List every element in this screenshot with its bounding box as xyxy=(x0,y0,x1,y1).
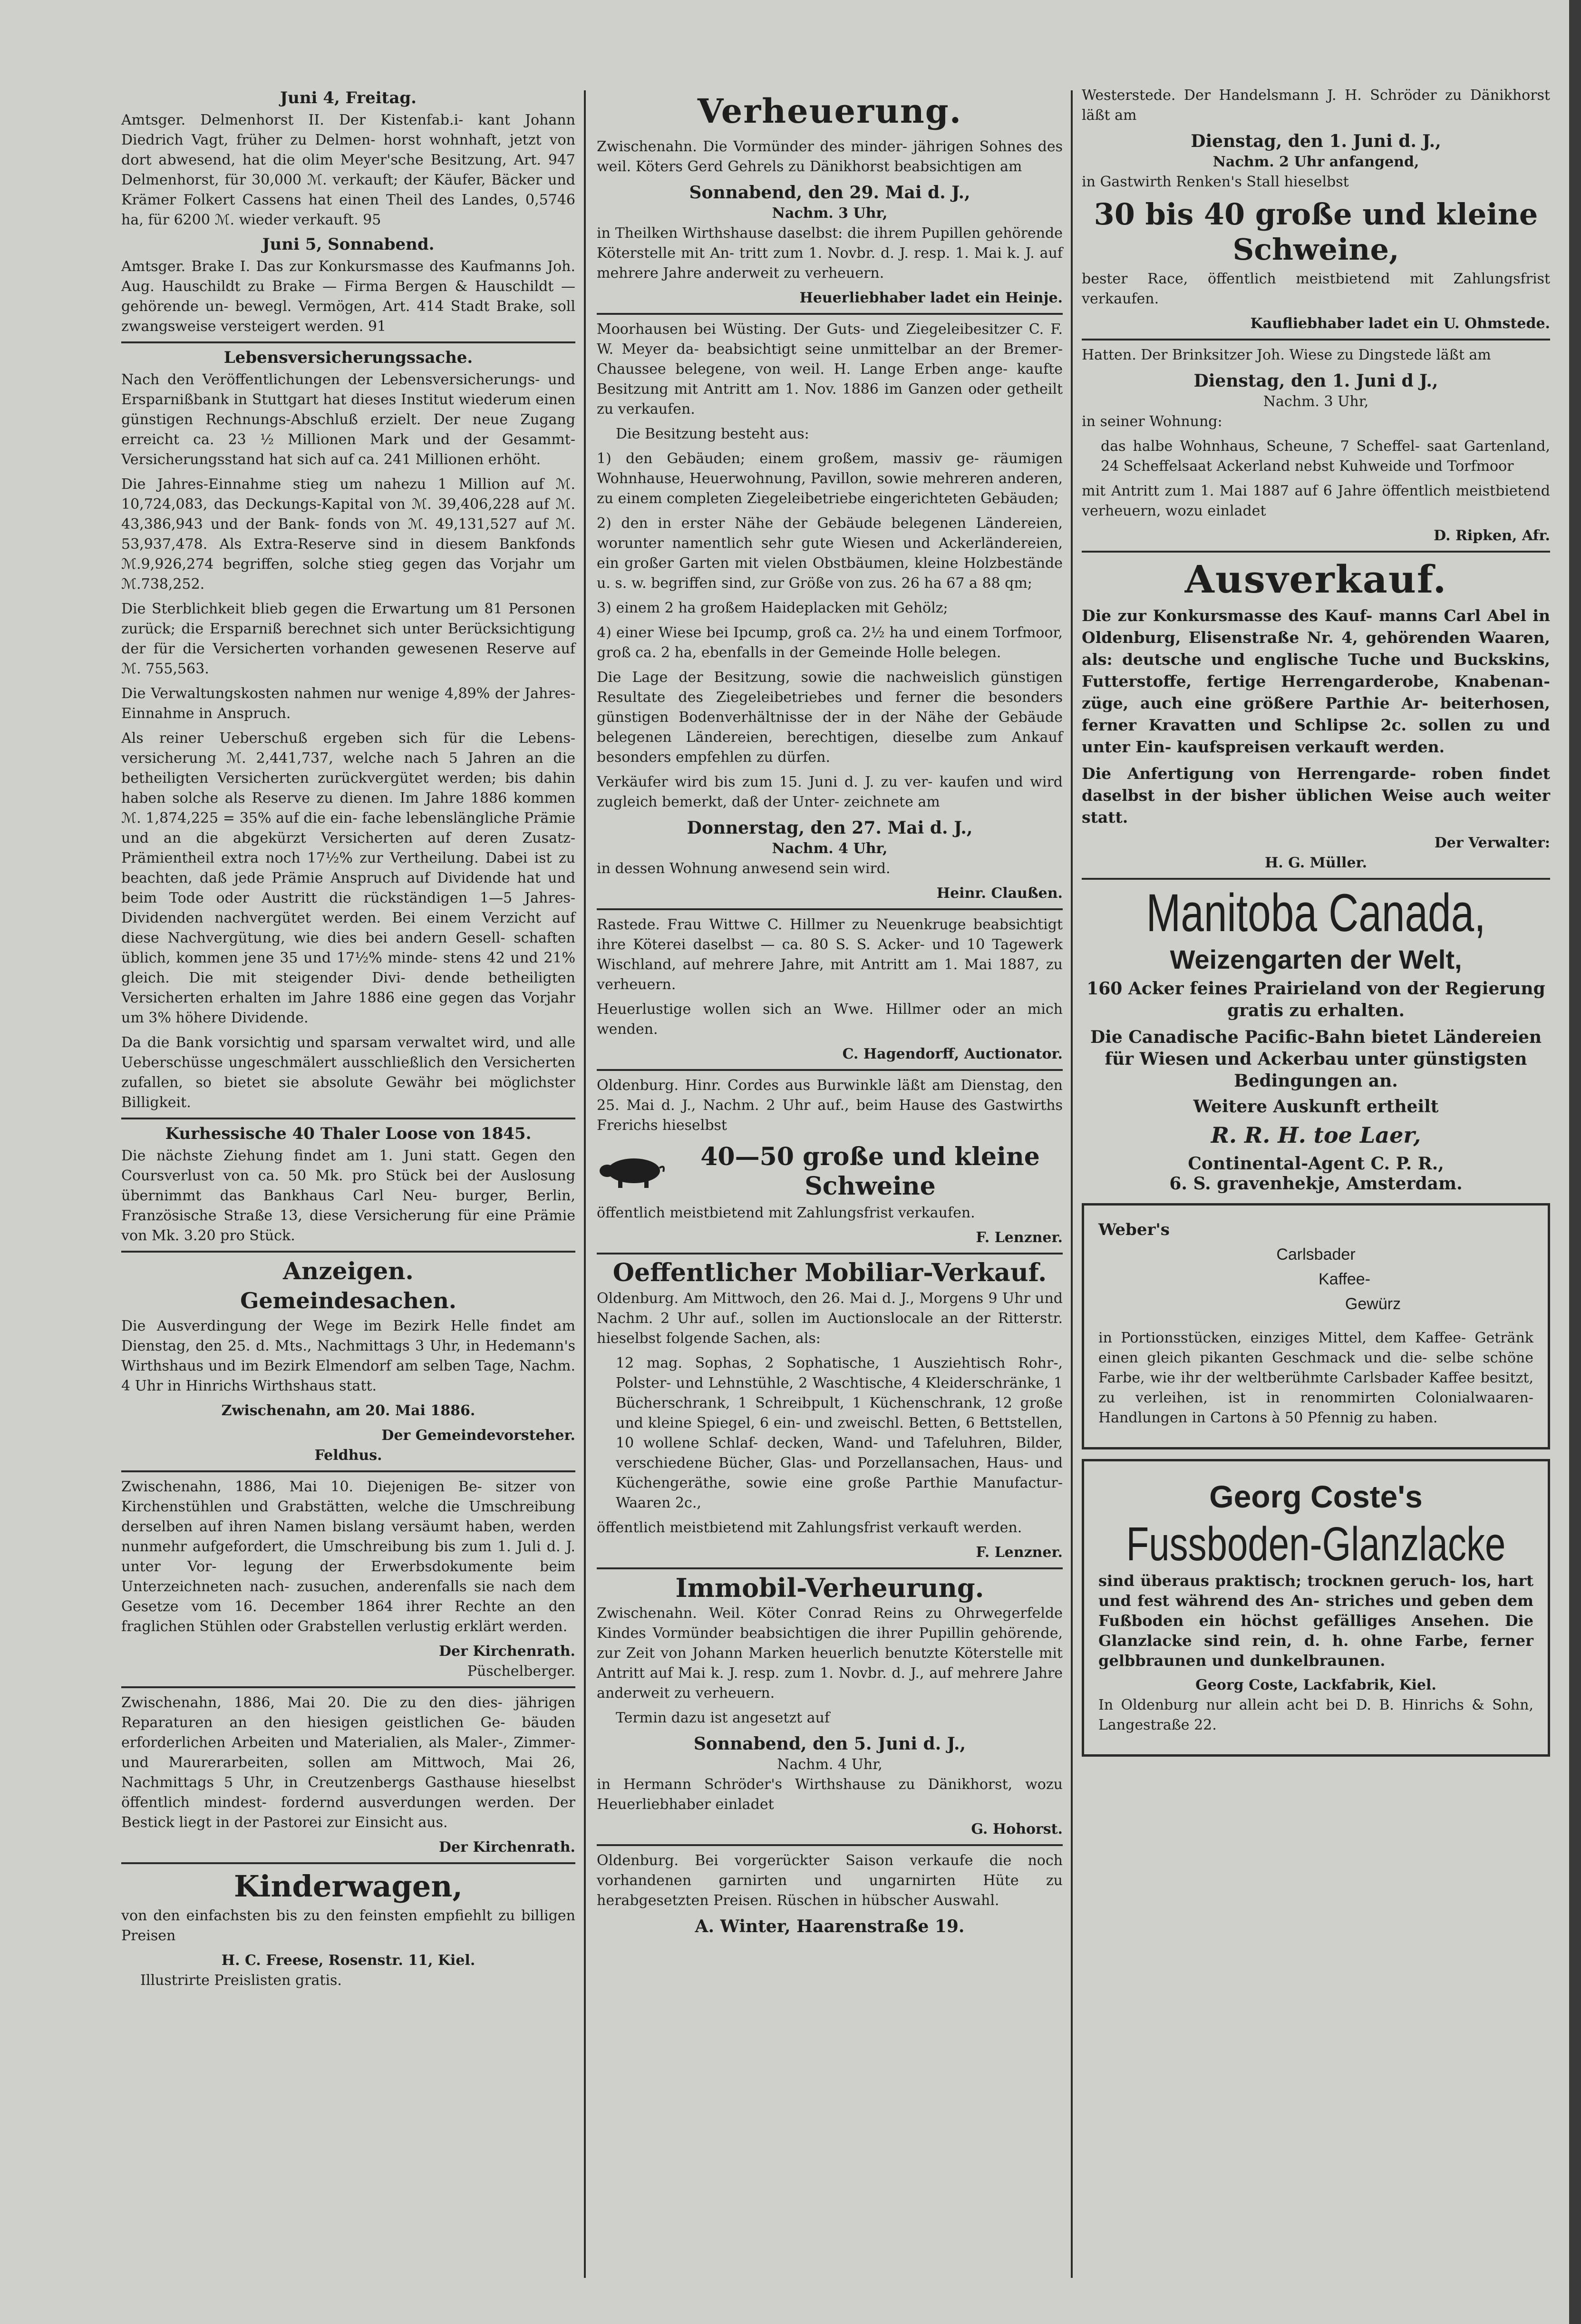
estate-text: Die Lage der Besitzung, sowie die nachweislich günstigen Resultate des Ziegeleibetriebes und ferner die besonders günstigen Bodenverhältnisse der in der Nähe der Gebäude belegenen Ländereien, berechtigen, dieselbe zum Ankauf besonders empfehlen zu dürfen. xyxy=(597,669,1063,766)
pig-sale-text: öffentlich meistbietend mit Zahlungsfrist verkaufen. xyxy=(597,1205,975,1221)
manitoba-contact-intro: Weitere Auskunft ertheilt xyxy=(1193,1097,1439,1117)
lottery-notice: Die nächste Ziehung findet am 1. Juni statt. Gegen den Coursverlust von ca. 50 Mk. pro Stück bei der Auslosung übernimmt das Bankhaus Carl Neu- burger, Berlin, Französische Straße 13, diese Versicherung für eine Prämie von Mk. 3.20 pro Stück. xyxy=(121,1147,575,1244)
lease-details: in Theilken Wirthshause daselbst: die ihrem Pupillen gehörende Köterstelle mit An- tritt zum 1. Novbr. d. J. resp. 1. Mai k. J. auf mehrere Jahre anderweit zu verheuern. xyxy=(597,225,1063,282)
lease-heading: Verheuerung. xyxy=(697,91,962,131)
westerstede-time: Nachm. 2 Uhr anfangend, xyxy=(1212,154,1419,170)
lease-signature: Heuerliebhaber ladet ein Heinje. xyxy=(799,290,1063,306)
lacquer-brand: Georg Coste's xyxy=(1209,1479,1423,1514)
lease-date: Sonnabend, den 29. Mai d. J., xyxy=(689,183,970,203)
divider xyxy=(1082,551,1550,553)
lacquer-product: Fussboden-Glanzlacke xyxy=(1126,1517,1506,1571)
church-repairs-notice: Zwischenahn, 1886, Mai 20. Die zu den dies- jährigen Reparaturen an den hiesigen geistlichen Ge- bäuden erforderlichen Arbeiten und Materialien, als Maler-, Zimmer- und Maurerarbeiten, sollen am Mittwoch, Mai 26, Nachmittags 5 Uhr, in Creutzenbergs Gasthause hieselbst öffentlich mindest- fordernd ausverdungen werden. Der Bestick liegt in der Pastorei zur Einsicht aus. xyxy=(121,1694,575,1831)
hatten-items: das halbe Wohnhaus, Scheune, 7 Scheffel- saat Gartenland, 24 Scheffelsaat Ackerland nebst Kuhweide und Torfmoor xyxy=(1101,438,1550,475)
divider xyxy=(121,1686,575,1688)
coffee-spice-ad xyxy=(1082,1203,1550,1449)
property-lease-time: Nachm. 4 Uhr, xyxy=(777,1756,883,1773)
rastede-notice: Rastede. Frau Wittwe C. Hillmer zu Neuenkruge beabsichtigt ihre Köterei daselbst — ca. 80 S. S. Acker- und 10 Tagewerk Wischland, auf mehrere Jahre, mit Antritt am 1. Mai 1887, zu verheuern. xyxy=(597,916,1063,993)
hatten-time: Nachm. 3 Uhr, xyxy=(1263,393,1369,410)
column-rule-2 xyxy=(1071,90,1073,2278)
page-edge xyxy=(1569,0,1581,2324)
furniture-sale-notice: Oldenburg. Am Mittwoch, den 26. Mai d. J., Morgens 9 Uhr und Nachm. 2 Uhr auf., sollen im Auctionslocale an der Ritterstr. hieselbst folgende Sachen, als: xyxy=(597,1290,1063,1347)
rastede-text: Heuerlustige wollen sich an Wwe. Hillmer oder an mich wenden. xyxy=(597,1001,1063,1038)
pig-banner xyxy=(597,1140,1063,1203)
westerstede-headline: 30 bis 40 große und kleine Schweine, xyxy=(1094,197,1538,267)
coffee-ad-line: Gewürz xyxy=(1345,1295,1401,1313)
church-council-name: Püschelberger. xyxy=(467,1663,575,1680)
coffee-ad-brand: Weber's xyxy=(1098,1220,1170,1239)
estate-item: 4) einer Wiese bei Ipcump, groß ca. 2½ ha und einem Torfmoor, groß ca. 2 ha, ebenfalls in der Gemeinde Holle belegen. xyxy=(597,624,1063,661)
property-lease-notice: Zwischenahn. Weil. Köter Conrad Reins zu Ohrwegerfelde Kindes Vormünder beabsichtigen die ihrer Pupillin gehörende, zur Zeit von Johann Marken heuerlich benutzte Köterstelle mit Antritt auf Mai k. J. resp. zum 1. Novbr. d. J., auf mehrere Jahre anderweit zu verheuern. xyxy=(597,1605,1063,1702)
hatten-date: Dienstag, den 1. Juni d J., xyxy=(1193,371,1438,391)
hat-sale-notice: Oldenburg. Bei vorgerückter Saison verkaufe die noch vorhandenen garnirten und ungarnirten Hüte zu herabgesetzten Preisen. Rüschen in hübscher Auswahl. xyxy=(597,1852,1063,1909)
pig-sale-signature: F. Lenzner. xyxy=(976,1229,1063,1246)
clearance-signature: Der Verwalter: xyxy=(1434,835,1550,851)
rastede-signature: C. Hagendorff, Auctionator. xyxy=(842,1046,1063,1062)
pig-headline: 40—50 große und kleine Schweine xyxy=(700,1142,1040,1201)
property-lease-date: Sonnabend, den 5. Juni d. J., xyxy=(693,1734,966,1754)
hatten-signature: D. Ripken, Afr. xyxy=(1434,527,1550,544)
manitoba-agent-name: R. R. H. toe Laer, xyxy=(1211,1122,1421,1148)
column-2 xyxy=(597,86,1063,1942)
insurance-paragraph: Da die Bank vorsichtig und sparsam verwaltet wird, und alle Ueberschüsse ungeschmälert ausschließlich den Versicherten zufallen, so bietet sie absolute Gewähr bei möglichster Billigkeit. xyxy=(121,1034,575,1111)
manitoba-text: Die Canadische Pacific-Bahn bietet Ländereien für Wiesen und Ackerbau unter günstigsten Bedingungen an. xyxy=(1090,1027,1542,1091)
hatten-text: mit Antritt zum 1. Mai 1887 auf 6 Jahre öffentlich meistbietend verheuern, wozu einladet xyxy=(1082,483,1550,519)
june4-heading: Juni 4, Freitag. xyxy=(280,88,417,107)
divider xyxy=(121,1470,575,1472)
divider xyxy=(597,908,1063,910)
westerstede-date: Dienstag, den 1. Juni d. J., xyxy=(1191,131,1441,151)
column-3 xyxy=(1082,86,1550,1766)
manitoba-address: 6. S. gravenhekje, Amsterdam. xyxy=(1169,1174,1463,1194)
divider xyxy=(121,1251,575,1253)
divider xyxy=(1082,878,1550,880)
insurance-paragraph: Die Verwaltungskosten nahmen nur wenige 4,89% der Jahres-Einnahme in Anspruch. xyxy=(121,685,575,722)
coffee-ad-line: Kaffee- xyxy=(1318,1270,1370,1288)
property-lease-text: in Hermann Schröder's Wirthshause zu Dänikhorst, wozu Heuerliebhaber einladet xyxy=(597,1776,1063,1813)
divider xyxy=(121,1862,575,1864)
june4-notice: Amtsger. Delmenhorst II. Der Kistenfab.i- kant Johann Diedrich Vagt, früher zu Delmen- horst wohnhaft, jetzt von dort abwesend, hat die olim Meyer'sche Besitzung, Art. 947 Delmenhorst, für 30,000 ℳ. verkauft; der Käufer, Bäcker und Krämer Folkert Cassens hat einen Theil des Landes, 0,5746 ha, für 6200 ℳ. wieder verkauft. 95 xyxy=(121,112,575,228)
property-lease-term: Termin dazu ist angesetzt auf xyxy=(616,1710,830,1726)
pram-note: Illustrirte Preislisten gratis. xyxy=(140,1972,342,1989)
column-1 xyxy=(121,86,575,1995)
estate-item: 1) den Gebäuden; einem großem, massiv ge- räumigen Wohnhause, Heuerwohnung, Pavillon, sowie mehreren anderen, zu einem completen Ziegeleibetriebe eingerichteten Gebäuden; xyxy=(597,450,1063,507)
divider xyxy=(1082,339,1550,340)
lacquer-text: sind überaus praktisch; trocknen geruch- los, hart und fest während des An- striches und geben dem Fußboden ein höchst gefälliges Ansehen. Die Glanzlacke sind rein, d. h. ohne Farbe, ferner gelbbraunen und dunkelbraunen. xyxy=(1098,1572,1533,1670)
westerstede-text: bester Race, öffentlich meistbietend mit Zahlungsfrist verkaufen. xyxy=(1082,271,1550,307)
divider xyxy=(597,1567,1063,1569)
estate-text: in dessen Wohnung anwesend sein wird. xyxy=(597,860,891,877)
municipal-heading: Gemeindesachen. xyxy=(240,1288,456,1313)
insurance-paragraph: Die Sterblichkeit blieb gegen die Erwartung um 81 Personen zurück; die Ersparniß berechnet sich unter Berücksichtigung der für die Versicherten vorhanden gewesenen Reserve auf ℳ. 755,563. xyxy=(121,601,575,677)
furniture-sale-signature: F. Lenzner. xyxy=(976,1544,1063,1561)
june5-heading: Juni 5, Sonnabend. xyxy=(262,235,435,254)
column-rule-1 xyxy=(584,90,586,2278)
furniture-sale-heading: Oeffentlicher Mobiliar-Verkauf. xyxy=(612,1258,1047,1287)
ads-heading: Anzeigen. xyxy=(283,1257,414,1285)
pram-heading: Kinderwagen, xyxy=(234,1869,463,1904)
estate-intro: Die Besitzung besteht aus: xyxy=(616,426,809,442)
divider xyxy=(597,313,1063,315)
divider xyxy=(121,341,575,343)
insurance-heading: Lebensversicherungssache. xyxy=(223,348,473,367)
pram-text: von den einfachsten bis zu den feinsten empfiehlt zu billigen Preisen xyxy=(121,1907,575,1944)
divider xyxy=(597,1844,1063,1846)
hat-sale-signature: A. Winter, Haarenstraße 19. xyxy=(695,1916,965,1936)
floor-lacquer-ad xyxy=(1082,1459,1550,1757)
lottery-heading: Kurhessische 40 Thaler Loose von 1845. xyxy=(165,1124,532,1143)
lacquer-dealer: In Oldenburg nur allein acht bei D. B. Hinrichs & Sohn, Langestraße 22. xyxy=(1098,1697,1533,1733)
church-council-signature: Der Kirchenrath. xyxy=(439,1643,575,1660)
church-seats-notice: Zwischenahn, 1886, Mai 10. Diejenigen Be- sitzer von Kirchenstühlen und Grabstätten, welche die Umschreibung derselben auf ihren Namen bislang versäumt haben, werden nunmehr aufgefordert, die Umschreibung bis zum 1. Juli d. J. unter Vor- legung der Erwerbsdokumente beim Unterzeichneten nach- zusuchen, anderenfalls sie nach dem Gesetze vom 16. December 1864 ihrer Rechte an den fraglichen Stühlen oder Grabstellen verlustig erklärt werden. xyxy=(121,1478,575,1635)
manitoba-text: 160 Acker feines Prairieland von der Regierung gratis zu erhalten. xyxy=(1086,979,1545,1021)
pig-sale-notice: Oldenburg. Hinr. Cordes aus Burwinkle läßt am Dienstag, den 25. Mai d. J., Nachm. 2 Uhr auf., beim Hause des Gastwirths Frerichs hieselbst xyxy=(597,1077,1063,1134)
westerstede-notice: Westerstede. Der Handelsmann J. H. Schröder zu Dänikhorst läßt am xyxy=(1082,87,1550,124)
church-council-signature: Der Kirchenrath. xyxy=(439,1839,575,1856)
estate-date: Donnerstag, den 27. Mai d. J., xyxy=(687,818,973,838)
westerstede-place: in Gastwirth Renken's Stall hieselbst xyxy=(1082,174,1349,190)
clearance-signature-name: H. G. Müller. xyxy=(1264,855,1368,871)
lacquer-firm: Georg Coste, Lackfabrik, Kiel. xyxy=(1195,1677,1436,1693)
insurance-paragraph: Nach den Veröffentlichungen der Lebensversicherungs- und Ersparnißbank in Stuttgart hat dieses Institut wiederum einen günstigen Rechnungs-Abschluß erzielt. Der neue Zugang erreicht ca. 23 ½ Millionen Mark und der Gesammt-Versicherungsstand hat sich auf ca. 241 Millionen erhöht. xyxy=(121,371,575,468)
lease-notice: Zwischenahn. Die Vormünder des minder- jährigen Sohnes des weil. Köters Gerd Gehrels zu Dänikhorst beabsichtigen am xyxy=(597,138,1063,175)
manitoba-agent-title: Continental-Agent C. P. R., xyxy=(1188,1154,1444,1174)
pig-icon xyxy=(597,1152,668,1192)
westerstede-signature: Kaufliebhaber ladet ein U. Ohmstede. xyxy=(1250,315,1550,332)
property-lease-signature: G. Hohorst. xyxy=(971,1821,1063,1838)
coffee-ad-text: in Portionsstücken, einziges Mittel, dem Kaffee- Getränk einen gleich pikanten Geschmack und die- selbe schöne Farbe, wie ihr der weltberühmte Carlsbader Kaffee besitzt, zu verleihen, ist in renommirten Colonialwaaren-Handlungen in Cartons à 50 Pfennig zu haben. xyxy=(1098,1330,1533,1426)
clearance-heading: Ausverkauf. xyxy=(1184,557,1447,602)
municipal-signature: Der Gemeindevorsteher. xyxy=(381,1427,575,1444)
coffee-ad-line: Carlsbader xyxy=(1276,1245,1356,1264)
estate-text: Verkäufer wird bis zum 15. Juni d. J. zu ver- kaufen und wird zugleich bemerkt, daß der Unter- zeichnete am xyxy=(597,774,1063,810)
lease-time: Nachm. 3 Uhr, xyxy=(772,205,888,222)
estate-signature: Heinr. Claußen. xyxy=(936,885,1063,902)
estate-item: 3) einem 2 ha großem Haideplacken mit Gehölz; xyxy=(597,600,948,616)
furniture-list: 12 mag. Sophas, 2 Sophatische, 1 Ausziehtisch Rohr-, Polster- und Lehnstühle, 2 Waschtische, 4 Kleiderschränke, 1 Bücherschrank, 1 Schreibpult, 1 Küchenschrank, 12 große und kleine Spiegel, 6 ein- und zweischl. Betten, 6 Bettstellen, 10 wollene Schlaf- decken, Wand- und Tafeluhren, Bilder, verschiedene Bücher, Glas- und Porzellansachen, Haus- und Küchengeräthe, sowie eine große Parthie Manufactur- Waaren 2c., xyxy=(616,1355,1063,1511)
pig-illustration xyxy=(597,1152,668,1190)
hatten-place: in seiner Wohnung: xyxy=(1082,413,1222,430)
hatten-notice: Hatten. Der Brinksitzer Joh. Wiese zu Dingstede läßt am xyxy=(1082,347,1491,363)
pram-firm: H. C. Freese, Rosenstr. 11, Kiel. xyxy=(221,1952,475,1969)
manitoba-subheading: Weizengarten der Welt, xyxy=(1170,944,1462,974)
divider xyxy=(597,1069,1063,1071)
clearance-text: Die zur Konkursmasse des Kauf- manns Carl Abel in Oldenburg, Elisenstraße Nr. 4, gehörenden Waaren, als: deutsche und englische Tuche und Buckskins, Futterstoffe, fertige Herrengarderobe, Knabenan- züge, auch eine größere Parthie Ar- beiterhosen, ferner Kravatten und Schlipse 2c. sollen zu und unter Ein- kaufspreisen verkauft werden. xyxy=(1082,606,1550,756)
property-lease-heading: Immobil-Verheurung. xyxy=(675,1573,984,1603)
municipal-signature-name: Feldhus. xyxy=(314,1447,382,1464)
estate-time: Nachm. 4 Uhr, xyxy=(772,840,888,857)
estate-notice: Moorhausen bei Wüsting. Der Guts- und Ziegeleibesitzer C. F. W. Meyer da- beabsichtigt seine unmittelbar an der Bremer-Chaussee belegene, von weil. H. Lange Erben ange- kaufte Besitzung mit Antritt am 1. Nov. 1886 im Ganzen oder getheilt zu verkaufen. xyxy=(597,321,1063,418)
clearance-text: Die Anfertigung von Herrengarde- roben findet daselbst in der bisher üblichen Weise auch weiter statt. xyxy=(1082,764,1550,827)
furniture-sale-text: öffentlich meistbietend mit Zahlungsfrist verkauft werden. xyxy=(597,1519,1022,1536)
divider xyxy=(597,1253,1063,1254)
insurance-paragraph: Die Jahres-Einnahme stieg um nahezu 1 Million auf ℳ. 10,724,083, das Deckungs-Kapital von ℳ. 39,406,228 auf ℳ. 43,386,943 und der Bank- fonds von ℳ. 49,131,527 auf ℳ. 53,937,478. Als Extra-Reserve sind in diesem Bankfonds ℳ.9,926,274 begriffen, solche stieg gegen das Vorjahr um ℳ.738,252. xyxy=(121,476,575,593)
divider xyxy=(121,1118,575,1119)
insurance-paragraph: Als reiner Ueberschuß ergeben sich für die Lebens- versicherung ℳ. 2,441,737, welche nach 5 Jahren an die betheiligten Versicherten zurückvergütet werden; bis dahin haben solche als Reserve zu dienen. Im Jahre 1886 kommen ℳ. 1,874,225 = 35% auf die ein- fache lebenslängliche Prämie und an die abgekürzt Versicherten auf deren Zusatz-Prämientheil extra noch 17½% zur Vertheilung. Dabei ist zu beachten, daß jede Prämie Anspruch auf Dividende hat und beim Tode oder Austritt die rückständigen 1—5 Jahres- Dividenden nachvergütet werden. Bei einem Verzicht auf diese Nachvergütung, wie dies bei andern Gesell- schaften üblich, kommen jene 35 und 17½% minde- stens 42 und 21% gleich. Die mit steigender Divi- dende betheiligten Versicherten erhalten im Jahre 1886 eine gegen das Vorjahr um 3% höhere Dividende. xyxy=(121,730,575,1026)
june5-notice: Amtsger. Brake I. Das zur Konkursmasse des Kaufmanns Joh. Aug. Hauschildt zu Brake — Firma Bergen & Hauschildt — gehörende un- bewegl. Vermögen, Art. 414 Stadt Brake, soll zwangsweise versteigert werden. 91 xyxy=(121,258,575,335)
municipal-notice: Die Ausverdingung der Wege im Bezirk Helle findet am Dienstag, den 25. d. Mts., Nachmittags 3 Uhr, in Hedemann's Wirthshaus und im Bezirk Elmendorf am selben Tage, Nachm. 4 Uhr in Hinrichs Wirthshaus statt. xyxy=(121,1318,575,1394)
estate-item: 2) den in erster Nähe der Gebäude belegenen Ländereien, worunter namentlich sehr gute Wiesen und Ackerländereien, ein großer Garten mit vielen Obstbäumen, kleine Holzbestände u. s. w. begriffen sind, zur Größe von zus. 26 ha 67 a 88 qm; xyxy=(597,515,1063,592)
manitoba-heading: Manitoba Canada, xyxy=(1146,883,1486,943)
municipal-place: Zwischenahn, am 20. Mai 1886. xyxy=(221,1402,475,1419)
